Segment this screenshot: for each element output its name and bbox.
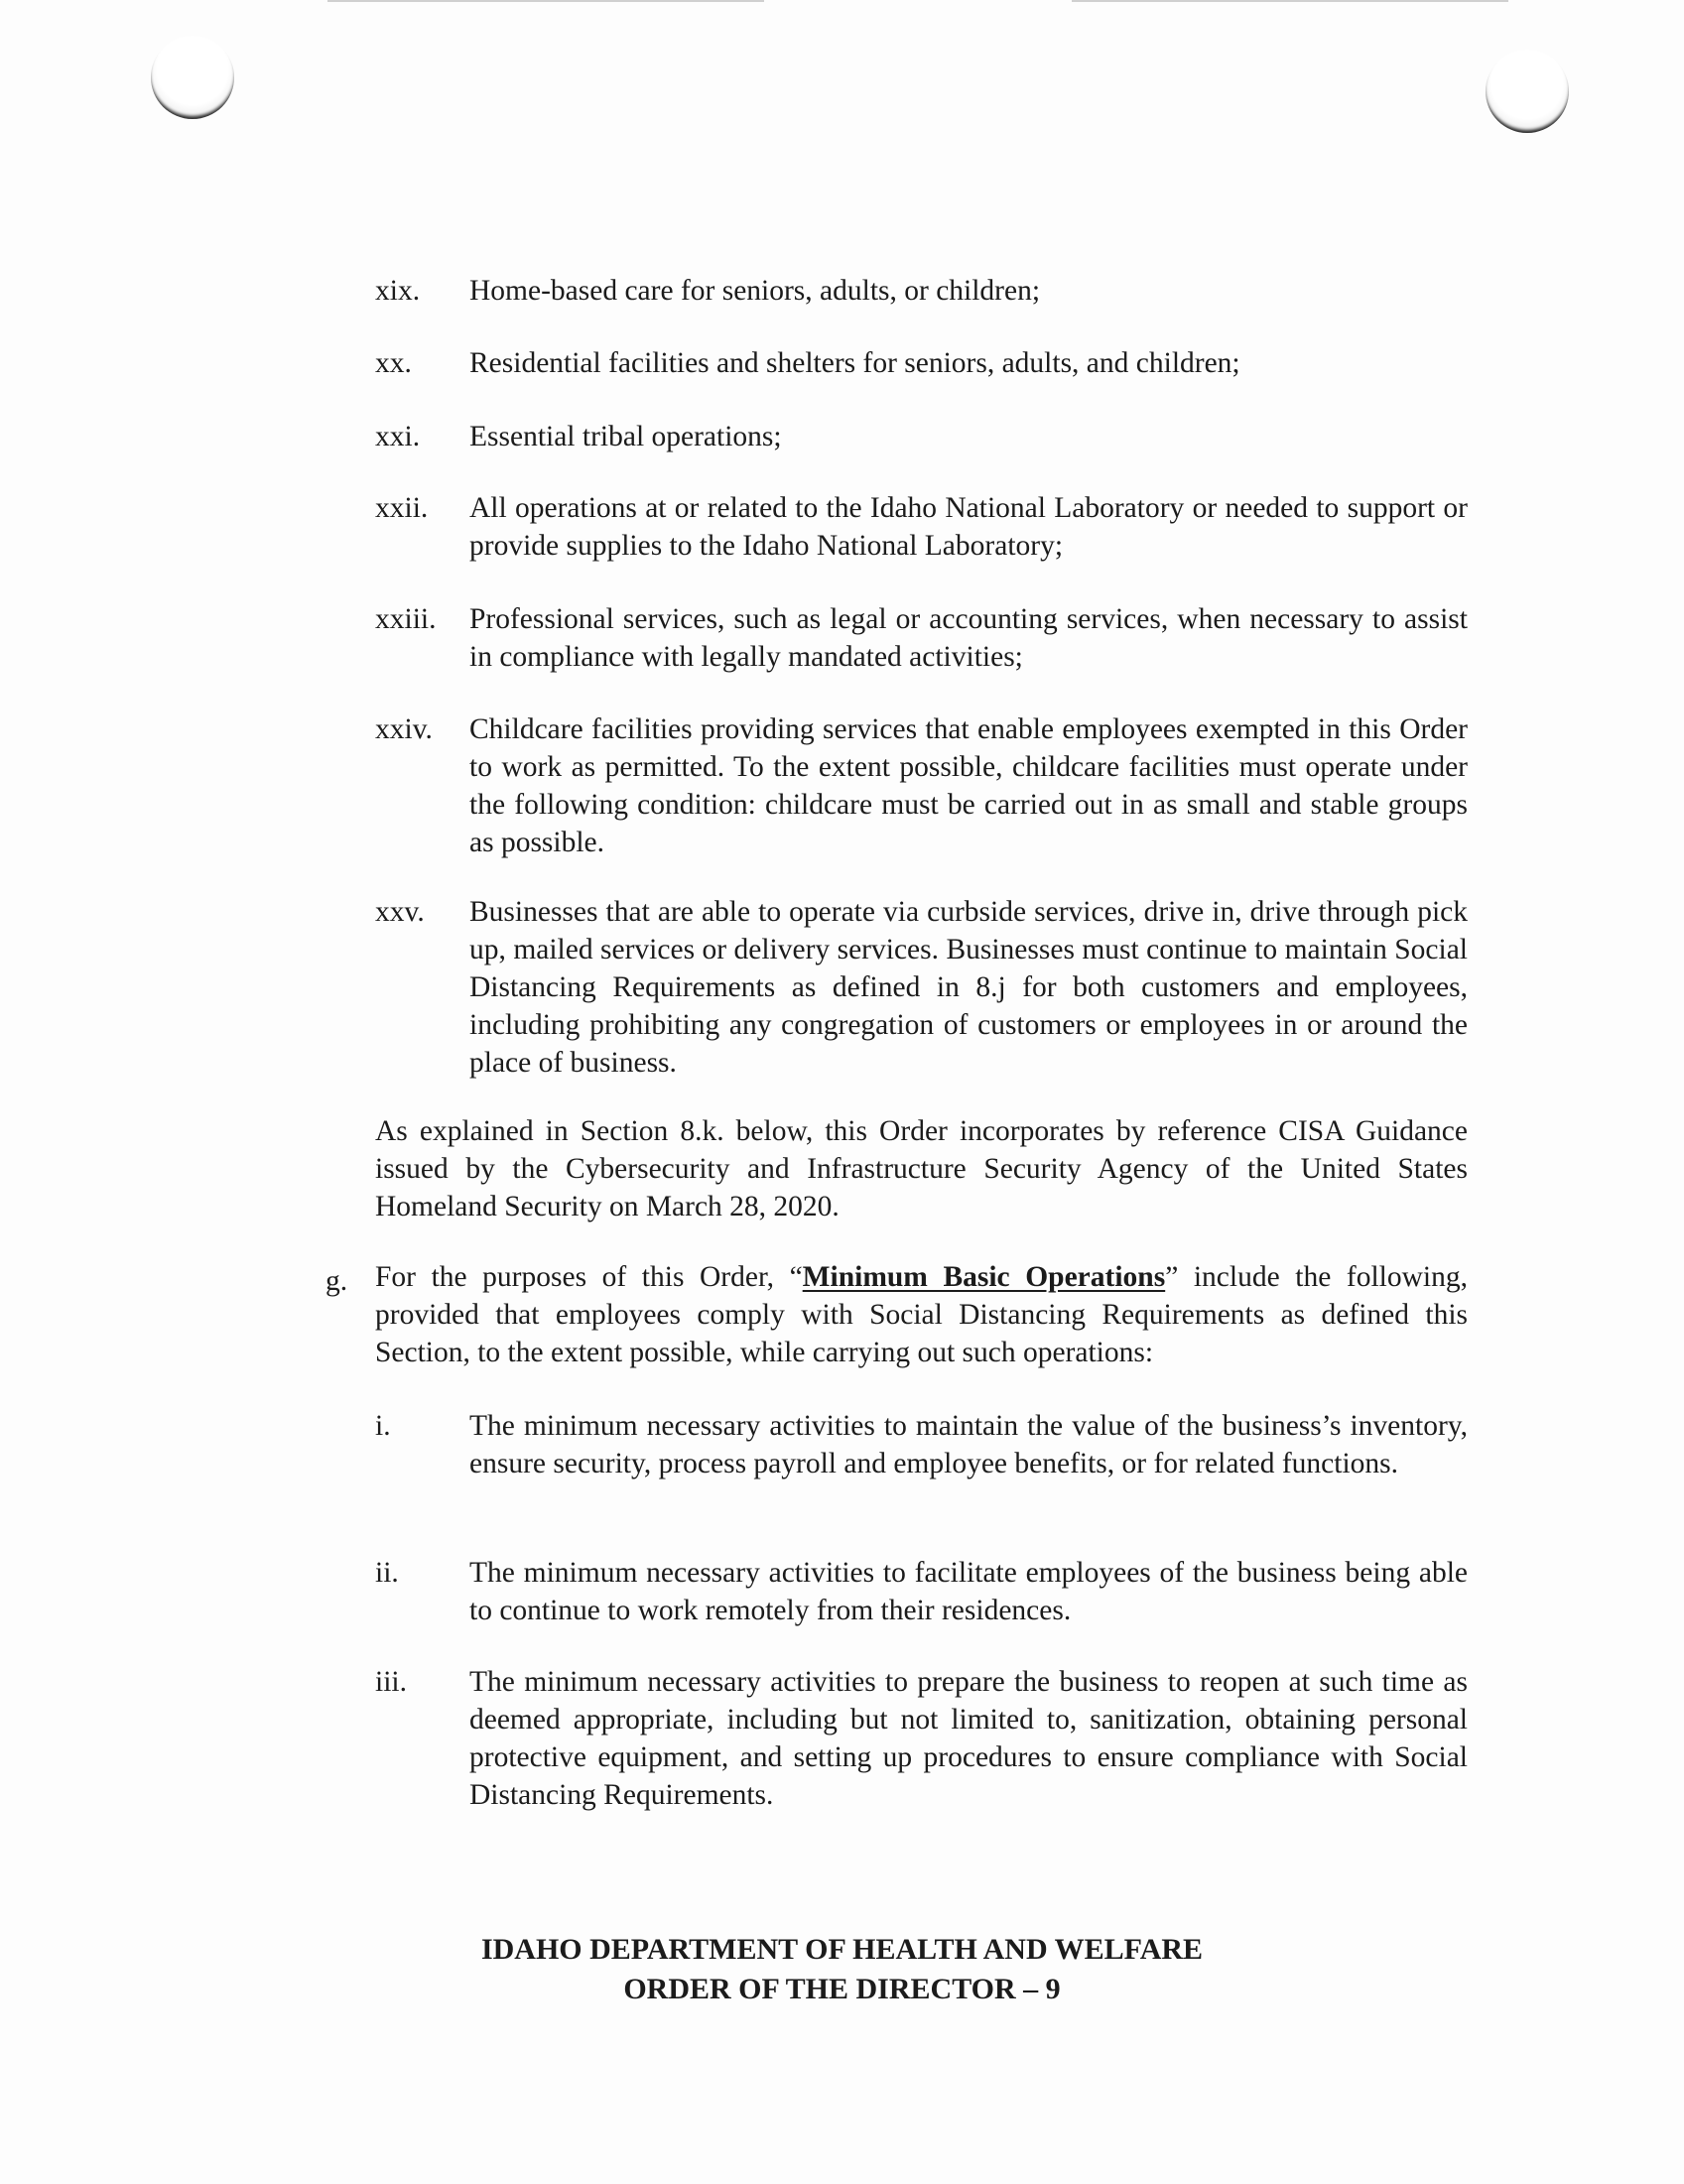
list-item-text: Childcare facilities providing services that enable employees exempted in this Order to work as permitted. To the extent possible, childcare facilities must operate under the following condition: childcare must be carried out in as small and stable groups as possible. (469, 713, 1468, 858)
intro-text: ” include the following, provided that employees comply with Social Distancing Requirements as defined this Section, to the extent possible, while carrying out such operations: (375, 1261, 1468, 1368)
list-item-text: Professional services, such as legal or accounting services, when necessary to assist in compliance with legally mandated activities; (469, 603, 1468, 673)
list-item-text: Residential facilities and shelters for seniors, adults, and children; (469, 347, 1240, 379)
scan-edge-line (1072, 0, 1508, 2)
intro-text: For the purposes of this Order, “ (375, 1261, 803, 1293)
list-item-number: xxii. (375, 492, 429, 524)
list-item-number: xix. (375, 275, 421, 307)
list-item-number: xxiii. (375, 603, 437, 635)
list-item-text: The minimum necessary activities to prepare the business to reopen at such time as deemed appropriate, including but not limited to, sanitization, obtaining personal protective equipment, and setting up procedures to ensure compliance with Social Distancing Requirements. (469, 1666, 1468, 1811)
list-item-text: Businesses that are able to operate via curbside services, drive in, drive through pick up, mailed services or delivery services. Businesses must continue to maintain Social Distancing Requirements as defined in 8.j for both customers and employees, including prohibiting any congregation of customers or employees in or around the place of business. (469, 896, 1468, 1079)
list-item-text: The minimum necessary activities to maintain the value of the business’s inventory, ensure security, process payroll and employee benefits, or for related functions. (469, 1410, 1468, 1479)
list-item-number: xxi. (375, 421, 421, 452)
punch-hole-icon (1486, 50, 1569, 133)
list-item-number: iii. (375, 1666, 407, 1698)
list-item-text: Essential tribal operations; (469, 421, 782, 452)
list-item-number: xxiv. (375, 713, 433, 745)
list-item-number: xx. (375, 347, 412, 379)
list-item-number: i. (375, 1410, 391, 1442)
list-item-number: ii. (375, 1557, 399, 1589)
section-letter: g. (325, 1265, 348, 1297)
footer-order-page: ORDER OF THE DIRECTOR – 9 (623, 1973, 1061, 2005)
footer-department: IDAHO DEPARTMENT OF HEALTH AND WELFARE (480, 1933, 1204, 1966)
defined-term: Minimum Basic Operations (802, 1261, 1166, 1293)
list-item-text: Home-based care for seniors, adults, or children; (469, 275, 1041, 307)
punch-hole-icon (151, 36, 234, 119)
list-item-number: xxv. (375, 896, 425, 928)
cisa-guidance-paragraph: As explained in Section 8.k. below, this Order incorporates by reference CISA Guidance issued by the Cybersecurity and Infrastructure Security Agency of the United States Homeland Security on March 28, 2020. (375, 1115, 1468, 1222)
list-item-text: The minimum necessary activities to facilitate employees of the business being able to continue to work remotely from their residences. (469, 1557, 1468, 1626)
section-g-intro (375, 1258, 1468, 1371)
scan-edge-line (327, 0, 764, 2)
list-item-text: All operations at or related to the Idaho National Laboratory or needed to support or provide supplies to the Idaho National Laboratory; (469, 492, 1468, 562)
